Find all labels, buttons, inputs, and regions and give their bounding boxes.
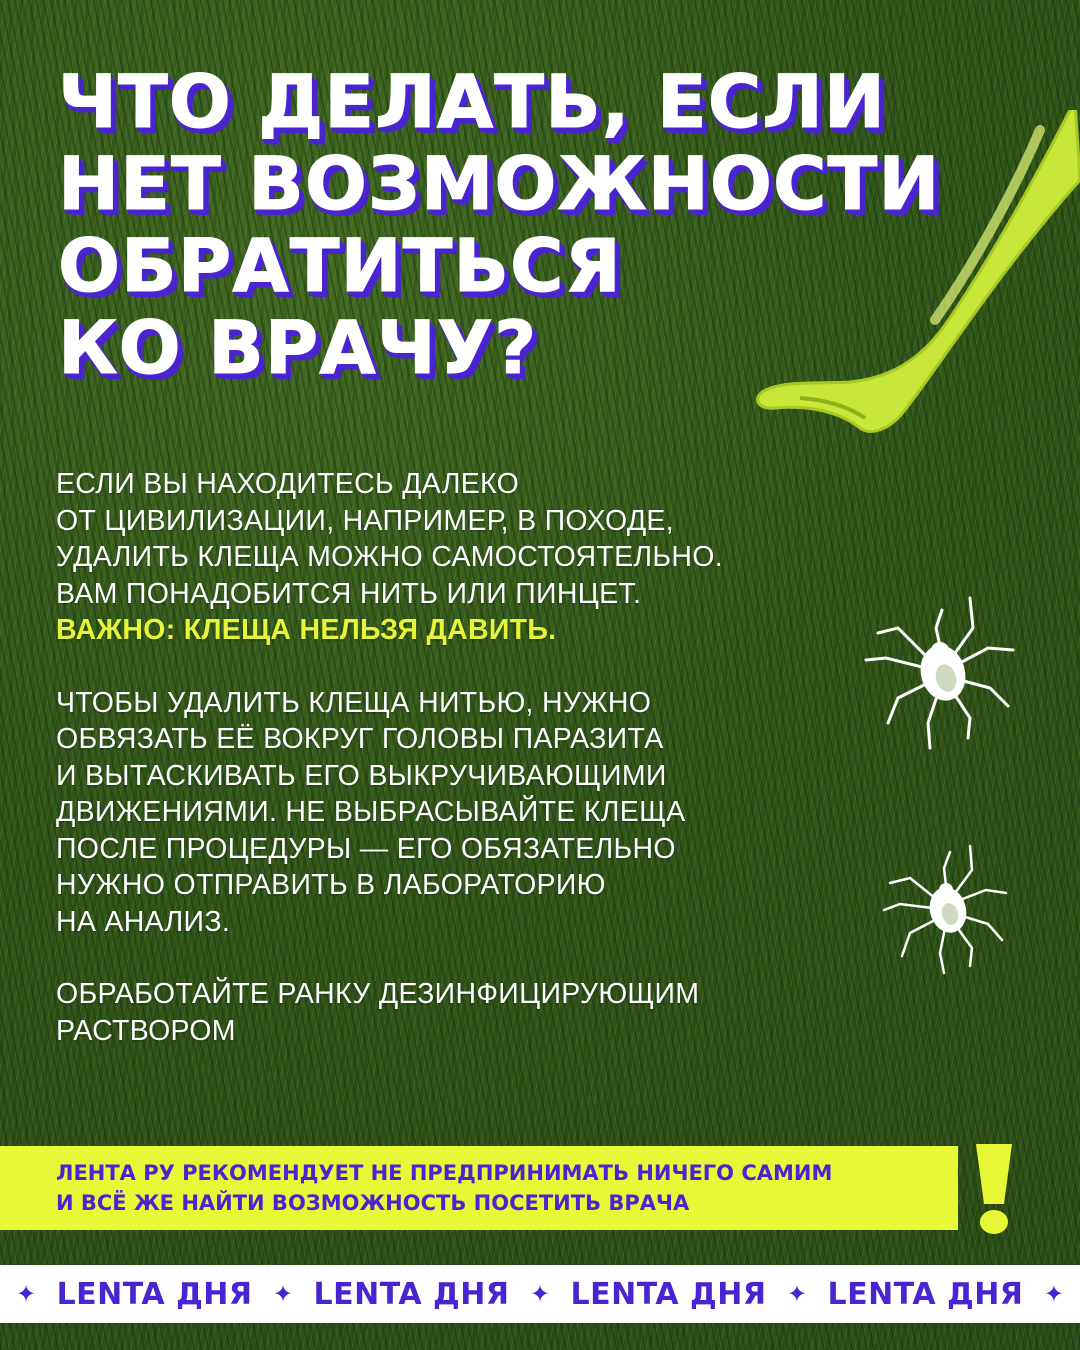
body-text (56, 466, 876, 1085)
text-line: ЕСЛИ ВЫ НАХОДИТЕСЬ ДАЛЕКО (56, 468, 520, 500)
text-line: ДВИЖЕНИЯМИ. НЕ ВЫБРАСЫВАЙТЕ КЛЕЩА (56, 796, 686, 828)
text-line: НА АНАЛИЗ. (56, 905, 231, 938)
text-line: ОБРАБОТАЙТЕ РАНКУ ДЕЗИНФИЦИРУЮЩИМ (56, 978, 700, 1010)
text-line: И ВЫТАСКИВАТЬ ЕГО ВЫКРУЧИВАЮЩИМИ (56, 759, 667, 792)
brand-label: LENTA ДНЯ (827, 1276, 1024, 1312)
banner-line: И ВСЁ ЖЕ НАЙТИ ВОЗМОЖНОСТЬ ПОСЕТИТЬ ВРАЧА (56, 1191, 690, 1215)
title-line: КО ВРАЧУ? (58, 306, 538, 391)
text-line: УДАЛИТЬ КЛЕЩА МОЖНО САМОСТОЯТЕЛЬНО. (56, 541, 723, 573)
text-line: РАСТВОРОМ (56, 1014, 236, 1047)
brand-label: LENTA ДНЯ (570, 1276, 767, 1312)
brand-ticker (0, 1265, 1080, 1323)
brand-label: LENTA ДНЯ (56, 1276, 253, 1312)
star-separator-icon: ✦ (16, 1280, 37, 1308)
paragraph-thread-method (56, 685, 876, 941)
text-line: ОТ ЦИВИЛИЗАЦИИ, НАПРИМЕР, В ПОХОДЕ, (56, 504, 674, 537)
tick-insect-icon (880, 838, 1010, 978)
banner-line: ЛЕНТА РУ РЕКОМЕНДУЕТ НЕ ПРЕДПРИНИМАТЬ НИЧЕГО САМИМ (56, 1161, 833, 1185)
paragraph-intro (56, 466, 876, 649)
text-line: ОБВЯЗАТЬ ЕЁ ВОКРУГ ГОЛОВЫ ПАРАЗИТА (56, 723, 664, 755)
exclamation-icon (968, 1142, 1020, 1236)
title-line: НЕТ ВОЗМОЖНОСТИ (58, 142, 941, 227)
title-line: ОБРАТИТЬСЯ (58, 224, 622, 309)
warning-text: ВАЖНО: КЛЕЩА НЕЛЬЗЯ ДАВИТЬ. (56, 614, 557, 646)
recommendation-banner (0, 1146, 958, 1230)
star-separator-icon: ✦ (1043, 1280, 1064, 1308)
star-separator-icon: ✦ (786, 1280, 808, 1308)
text-line: ВАМ ПОНАДОБИТСЯ НИТЬ ИЛИ ПИНЦЕТ. (56, 577, 642, 610)
text-line: НУЖНО ОТПРАВИТЬ В ЛАБОРАТОРИЮ (56, 869, 606, 901)
text-line: ПОСЛЕ ПРОЦЕДУРЫ — ЕГО ОБЯЗАТЕЛЬНО (56, 832, 676, 865)
tick-insect-icon (858, 588, 1018, 758)
star-separator-icon: ✦ (272, 1280, 294, 1308)
paragraph-disinfect (56, 976, 876, 1049)
tick-remover-tool-icon (740, 110, 1080, 440)
brand-label: LENTA ДНЯ (313, 1276, 510, 1312)
star-separator-icon: ✦ (529, 1280, 551, 1308)
title-line: ЧТО ДЕЛАТЬ, ЕСЛИ (58, 60, 887, 145)
text-line: ЧТОБЫ УДАЛИТЬ КЛЕЩА НИТЬЮ, НУЖНО (56, 686, 652, 719)
